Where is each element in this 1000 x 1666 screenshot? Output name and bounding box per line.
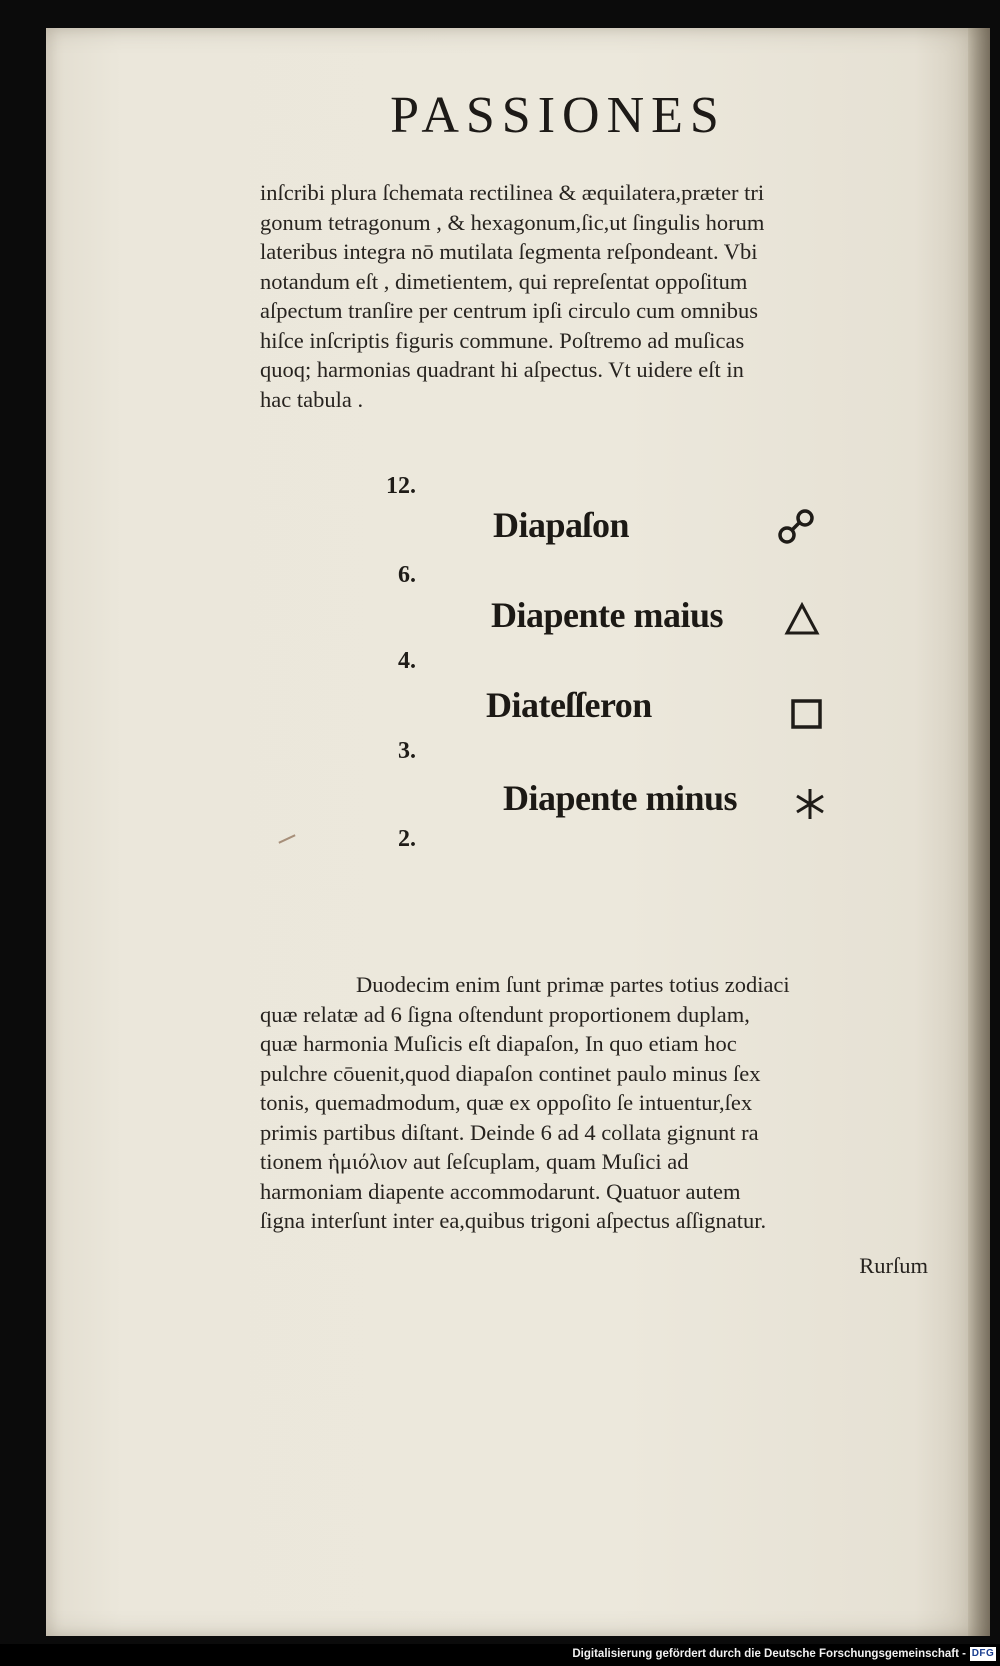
closing-paragraph [260, 970, 930, 1236]
text-line: tionem ἡμιόλιον aut ſeſcuplam, quam Muſici ad [260, 1149, 689, 1174]
dfg-logo-icon: DFG [971, 1648, 995, 1659]
text-line: ſigna interſunt inter ea,quibus trigoni aſpectus aſſignatur. [260, 1208, 767, 1233]
text-line: quoq; harmonias quadrant hi aſpectus. Vt uidere eſt in [260, 357, 744, 382]
text-line: Duodecim enim ſunt primæ partes totius zodiaci [356, 972, 790, 997]
text-line: hiſce inſcriptis figuris commune. Poſtremo ad muſicas [260, 327, 745, 353]
harmony-name-diapason: Diapaſon [493, 505, 630, 545]
table-number: 4. [398, 648, 416, 674]
harmony-table [46, 28, 990, 1636]
text-line: lateribus integra nō mutilata ſegmenta reſpondeant. Vbi [260, 239, 758, 264]
text-line: quæ harmonia Muſicis eſt diapaſon, In quo etiam hoc [260, 1031, 737, 1056]
table-number: 12. [386, 473, 416, 499]
catchword: Rurſum [859, 1253, 928, 1278]
table-number: 2. [398, 826, 416, 852]
text-line: primis partibus diſtant. Deinde 6 ad 4 collata gignunt ra [260, 1119, 759, 1145]
harmony-name-diapente-minus: Diapente minus [503, 778, 738, 818]
opposition-symbol-icon [776, 508, 816, 548]
running-head: PASSIONES [390, 87, 726, 144]
text-line: tonis, quemadmodum, quæ ex oppoſito ſe intuentur,ſex [260, 1090, 753, 1115]
table-number: 3. [398, 738, 416, 764]
text-line: inſcribi plura ſchemata rectilinea & æquilatera,præter tri [260, 180, 765, 205]
book-page [46, 28, 990, 1636]
harmony-name-diapente-maius: Diapente maius [491, 595, 724, 635]
text-line: quæ relatæ ad 6 ſigna oſtendunt proportionem duplam, [260, 1001, 750, 1027]
text-line: pulchre cōuenit,quod diapaſon continet paulo minus ſex [260, 1060, 761, 1086]
text-line: hac tabula . [260, 386, 364, 412]
text-line: gonum tetragonum , & hexagonum,ſic,ut ſingulis horum [260, 209, 765, 235]
sextile-star-icon [792, 786, 828, 822]
text-line: notandum eſt , dimetientem, qui repreſentat oppoſitum [260, 268, 748, 294]
footer-credit: Digitalisierung gefördert durch die Deutsche Forschungsgemeinschaft - [572, 1648, 966, 1660]
square-aspect-icon [790, 698, 824, 730]
harmony-name-diatesseron: Diateſſeron [486, 685, 652, 725]
trine-triangle-icon [784, 602, 820, 636]
text-line: aſpectum tranſire per centrum ipſi circulo cum omnibus [260, 298, 758, 323]
text-line: harmoniam diapente accommodarunt. Quatuor autem [260, 1178, 741, 1204]
table-number: 6. [398, 562, 416, 588]
